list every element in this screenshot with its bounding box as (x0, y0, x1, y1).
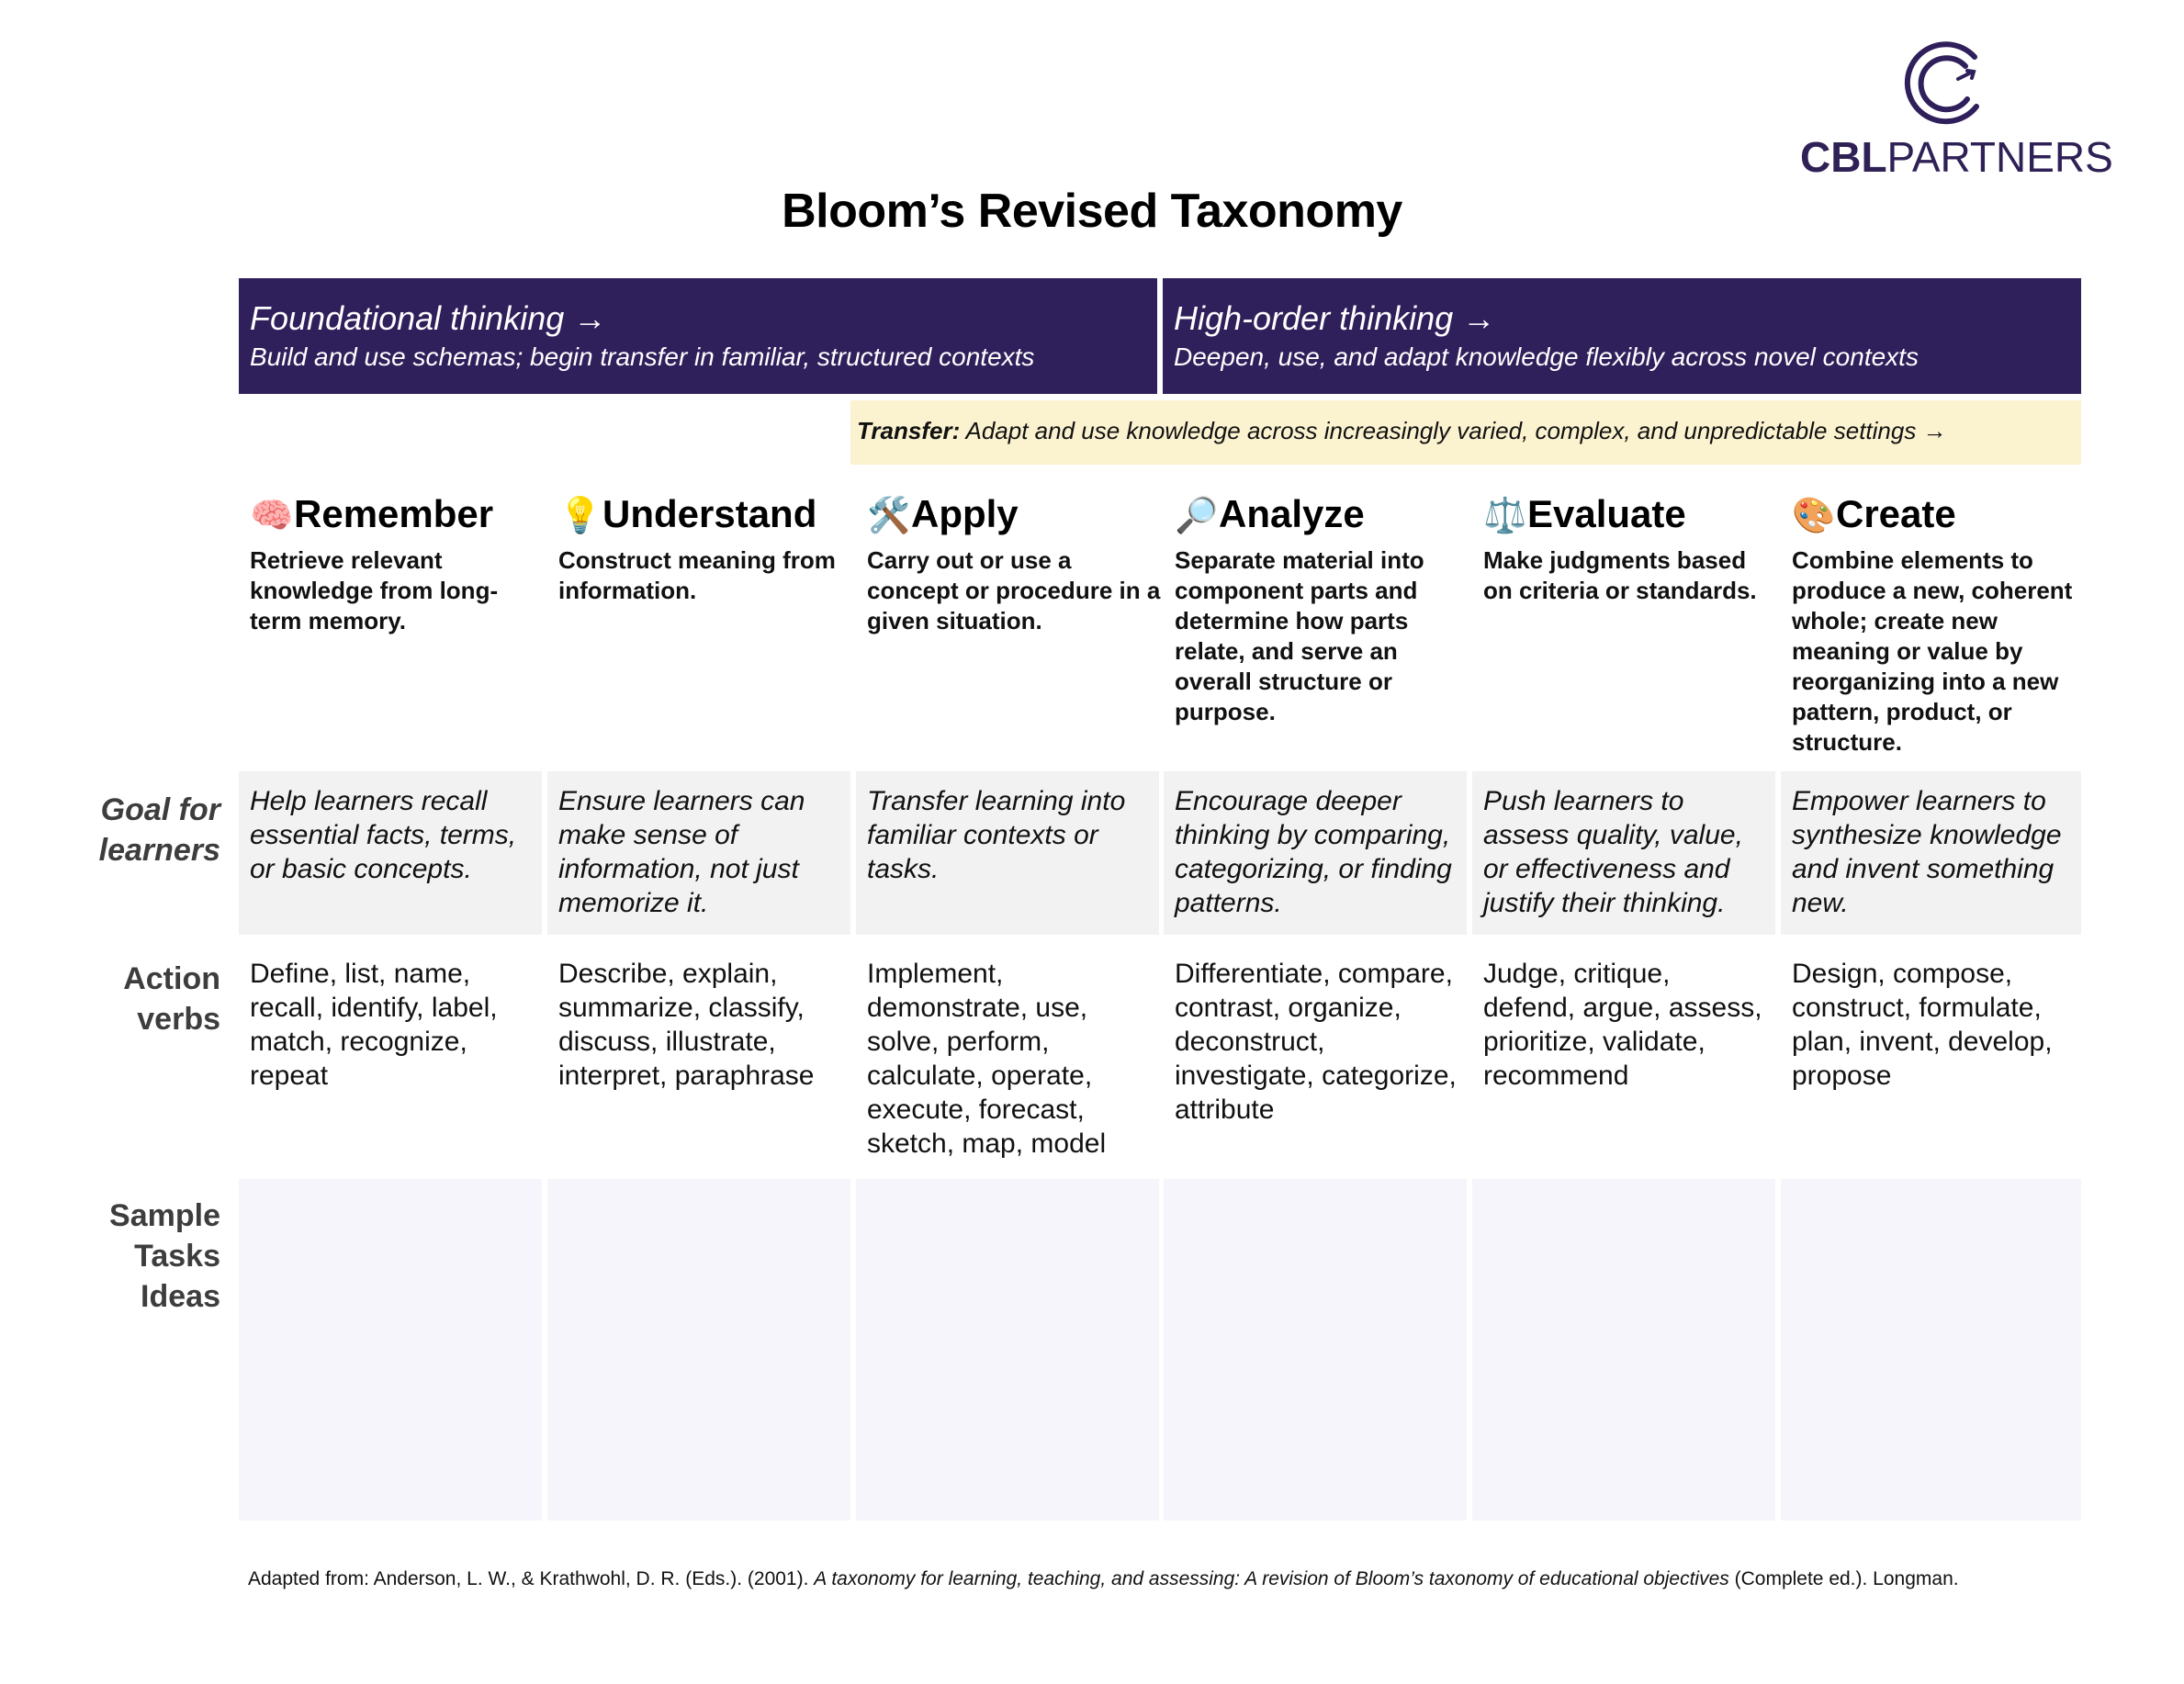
citation-footer (248, 1568, 1959, 1590)
lightbulb-icon: 💡 (558, 497, 602, 535)
verbs-text: Differentiate, compare, contrast, organize, deconstruct, investigate, categorize, attribute (1175, 959, 1457, 1125)
task-cell[interactable] (547, 1179, 850, 1521)
level-definition: Make judgments based on criteria or standards. (1483, 546, 1757, 604)
magnifier-icon: 🔎 (1175, 497, 1219, 535)
level-evaluate (1483, 488, 1777, 606)
goal-text: Push learners to assess quality, value, or effectiveness and justify their thinking. (1483, 786, 1743, 918)
goal-text: Empower learners to synthesize knowledge and invent something new. (1792, 786, 2062, 918)
palette-icon: 🎨 (1792, 497, 1836, 535)
level-name: Remember (294, 492, 494, 535)
foundational-band (239, 278, 1157, 394)
band-subtitle: Deepen, use, and adapt knowledge flexibly across novel contexts (1174, 342, 1919, 371)
row-label-verbs: Action verbs (123, 961, 220, 1037)
band-title: Foundational thinking → (250, 299, 607, 337)
level-definition: Combine elements to produce a new, coherent whole; create new meaning or value by reorganizing into a new pattern, product, or structure. (1792, 546, 2073, 756)
level-name: Understand (602, 492, 817, 535)
level-apply (867, 488, 1161, 636)
verbs-text: Implement, demonstrate, use, solve, perform, calculate, operate, execute, forecast, sketch, map, model (867, 959, 1107, 1159)
verbs-text: Judge, critique, defend, argue, assess, prioritize, validate, recommend (1483, 959, 1762, 1091)
level-create (1792, 488, 2086, 758)
verbs-cell (1472, 946, 1775, 1166)
level-definition: Carry out or use a concept or procedure in a given situation. (867, 546, 1161, 634)
row-label-tasks: Sample Tasks Ideas (109, 1198, 220, 1314)
goal-cell (856, 771, 1159, 935)
page-title: Bloom’s Revised Taxonomy (782, 185, 1402, 238)
goal-cell (1472, 771, 1775, 935)
level-name: Evaluate (1527, 492, 1686, 535)
task-cell[interactable] (1472, 1179, 1775, 1521)
goal-cell (1164, 771, 1467, 935)
high-order-band (1163, 278, 2081, 394)
verbs-cell (239, 946, 542, 1166)
task-cell[interactable] (856, 1179, 1159, 1521)
band-subtitle: Build and use schemas; begin transfer in familiar, structured contexts (250, 342, 1035, 371)
goal-text: Ensure learners can make sense of information, not just memorize it. (558, 786, 805, 918)
goal-cell (1781, 771, 2081, 935)
goal-text: Help learners recall essential facts, terms, or basic concepts. (250, 786, 517, 884)
verbs-cell (547, 946, 850, 1166)
logo-mark-icon (1903, 40, 1991, 129)
verbs-text: Design, compose, construct, formulate, plan, invent, develop, propose (1792, 959, 2053, 1091)
level-analyze (1175, 488, 1469, 727)
goal-text: Encourage deeper thinking by comparing, categorizing, or finding patterns. (1175, 786, 1452, 918)
logo-wordmark: CBLPARTNERS (1800, 133, 2113, 181)
citation-title: A taxonomy for learning, teaching, and assessing: A revision of Bloom’s taxonomy of educational objectives (814, 1568, 1729, 1589)
task-cell[interactable] (1781, 1179, 2081, 1521)
task-cell[interactable] (1164, 1179, 1467, 1521)
level-understand (558, 488, 852, 606)
citation-prefix: Adapted from: Anderson, L. W., & Krathwohl, D. R. (Eds.). (2001). (248, 1568, 815, 1589)
tools-icon: 🛠️ (867, 497, 911, 535)
level-name: Analyze (1219, 492, 1365, 535)
row-label-goal: Goal for learners (98, 792, 220, 868)
level-name: Create (1836, 492, 1956, 535)
citation-suffix: (Complete ed.). Longman. (1728, 1568, 1959, 1589)
level-remember (250, 488, 544, 636)
level-definition: Retrieve relevant knowledge from long-term memory. (250, 546, 499, 634)
task-cell[interactable] (239, 1179, 542, 1521)
verbs-text: Describe, explain, summarize, classify, discuss, illustrate, interpret, paraphrase (558, 959, 815, 1091)
goal-text: Transfer learning into familiar contexts or tasks. (867, 786, 1126, 884)
transfer-label: Transfer: (857, 417, 961, 444)
level-definition: Construct meaning from information. (558, 546, 836, 604)
transfer-banner (850, 400, 2081, 465)
level-name: Apply (911, 492, 1019, 535)
transfer-text: Adapt and use knowledge across increasingly varied, complex, and unpredictable settings → (965, 417, 1947, 444)
verbs-cell (856, 946, 1159, 1166)
goal-cell (239, 771, 542, 935)
verbs-text: Define, list, name, recall, identify, label, match, recognize, repeat (250, 959, 498, 1091)
goal-cell (547, 771, 850, 935)
level-definition: Separate material into component parts and determine how parts relate, and serve an overall structure or purpose. (1175, 546, 1424, 725)
cbl-partners-logo (1800, 40, 2122, 181)
brain-icon: 🧠 (250, 497, 294, 535)
scales-icon: ⚖️ (1483, 497, 1527, 535)
verbs-cell (1781, 946, 2081, 1166)
verbs-cell (1164, 946, 1467, 1166)
band-title: High-order thinking → (1174, 299, 1496, 337)
